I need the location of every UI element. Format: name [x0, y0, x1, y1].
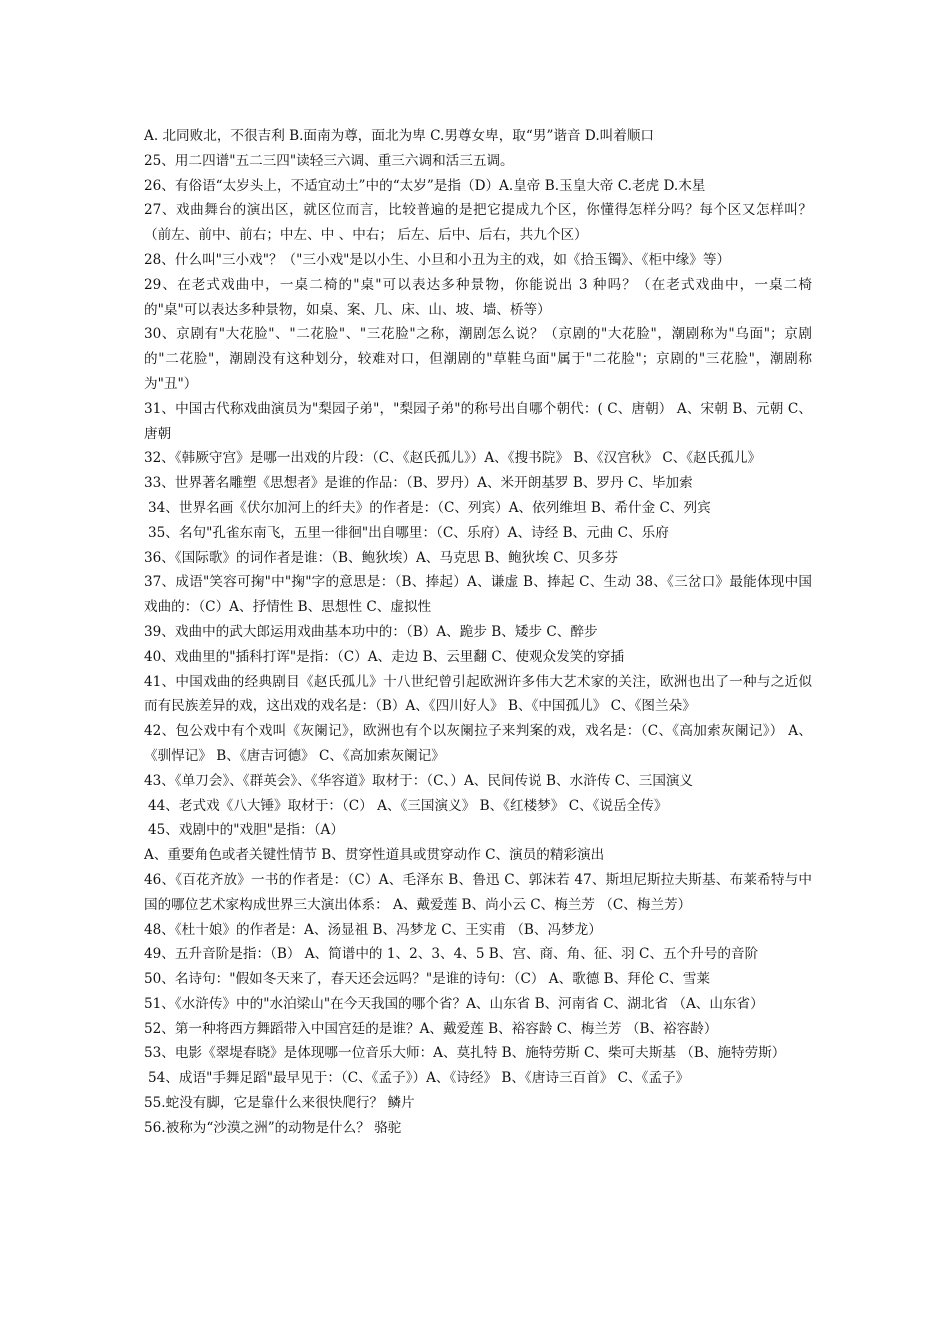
paragraph-2: 26、有俗语“太岁头上，不适宜动土”中的“太岁”是指（D）A.皇帝 B.玉皇大帝 C.老虎 D.木星: [144, 177, 706, 194]
paragraph-26: 51、《水浒传》中的"水泊梁山"在今天我国的哪个省？A、山东省 B、河南省 C、湖北省 （A、山东省）: [144, 995, 764, 1012]
paragraph-29: 54、成语"手舞足蹈"最早见于：（C、《孟子》）A、《诗经》 B、《唐诗三百首》 C、《孟子》: [148, 1070, 690, 1087]
paragraph-12: 36、《国际歌》的词作者是谁：（B、鲍狄埃）A、马克思 B、鲍狄埃 C、贝多芬: [144, 549, 618, 566]
paragraph-5: 29、在老式戏曲中，一桌二椅的"桌"可以表达多种景物，你能说出 3 种吗？（在老式戏曲中，一桌二椅的"桌"可以表达多种景物，如桌、案、几、床、山、坡、墙、桥等）: [144, 276, 812, 318]
document-page: [144, 124, 812, 1141]
paragraph-28: 53、电影《翠堤春晓》是体现哪一位音乐大师：A、莫扎特 B、施特劳斯 C、柴可夫斯基 （B、施特劳斯）: [144, 1045, 786, 1062]
paragraph-13: 37、成语"笑容可掬"中"掬"字的意思是：（B、捧起）A、谦虚 B、捧起 C、生动 38、《三岔口》最能体现中国戏曲的：（C）A、抒情性 B、思想性 C、虚拟性: [144, 574, 812, 616]
paragraph-0: A. 北同败北，不很吉利 B.面南为尊，面北为卑 C.男尊女卑，取“男”谐音 D.叫着顺口: [144, 128, 655, 144]
paragraph-24: 49、五升音阶是指：（B） A、简谱中的 1、2、3、4、5 B、宫、商、角、征、羽 C、五个升号的音阶: [144, 946, 759, 963]
paragraph-10: 34、世界名画《伏尔加河上的纤夫》的作者是：（C、列宾）A、依列维坦 B、希什金 C、列宾: [148, 499, 711, 516]
paragraph-20: 45、戏剧中的"戏胆"是指：（A）: [148, 822, 344, 839]
paragraph-25: 50、名诗句："假如冬天来了，春天还会远吗？"是谁的诗句：（C） A、歌德 B、拜伦 C、雪莱: [144, 971, 710, 988]
paragraph-18: 43、《单刀会》、《群英会》、《华容道》取材于：（C、）A、民间传说 B、水浒传 C、三国演义: [144, 772, 694, 789]
paragraph-4: 28、什么叫"三小戏"？（"三小戏"是以小生、小旦和小丑为主的戏，如《拾玉镯》、《柜中缘》等）: [144, 251, 731, 268]
paragraph-30: 55.蛇没有脚，它是靠什么来很快爬行？ 鳞片: [144, 1095, 415, 1112]
paragraph-31: 56.被称为“沙漠之洲”的动物是什么？ 骆驼: [144, 1119, 402, 1136]
paragraph-1: 25、用二四谱"五二三四"读轻三六调、重三六调和活三五调。: [144, 152, 514, 169]
paragraph-9: 33、世界著名雕塑《思想者》是谁的作品：（B、罗丹）A、米开朗基罗 B、罗丹 C、毕加索: [144, 475, 693, 492]
paragraph-14: 39、戏曲中的武大郎运用戏曲基本功中的：（B）A、跪步 B、矮步 C、醉步: [144, 623, 598, 640]
paragraph-6: 30、京剧有"大花脸"、"二花脸"、"三花脸"之称，潮剧怎么说？（京剧的"大花脸"，潮剧称为"乌面"；京剧的"二花脸"，潮剧没有这种划分，较难对口，但潮剧的"草鞋乌面"属于"二花脸"；京剧的"三花脸"，潮剧称为"丑"）: [144, 326, 812, 392]
paragraph-11: 35、名句"孔雀东南飞，五里一徘徊"出自哪里：（C、乐府）A、诗经 B、元曲 C、乐府: [148, 524, 669, 541]
paragraph-19: 44、老式戏《八大锤》取材于：（C） A、《三国演义》 B、《红楼梦》 C、《说岳全传》: [148, 797, 668, 814]
paragraph-27: 52、第一种将西方舞蹈带入中国宫廷的是谁？A、戴爱莲 B、裕容龄 C、梅兰芳 （B、裕容龄）: [144, 1020, 718, 1037]
paragraph-15: 40、戏曲里的"插科打诨"是指：（C）A、走边 B、云里翻 C、使观众发笑的穿插: [144, 648, 625, 665]
paragraph-23: 48、《杜十娘》的作者是：A、汤显祖 B、冯梦龙 C、王实甫 （B、冯梦龙）: [144, 921, 602, 938]
paragraph-22: 46、《百花齐放》一书的作者是：（C）A、毛泽东 B、鲁迅 C、郭沫若 47、斯坦尼斯拉夫斯基、布莱希特与中国的哪位艺术家构成世界三大演出体系： A、戴爱莲 B、尚小云 C、梅兰芳 （C、梅兰芳）: [144, 871, 812, 913]
paragraph-21: A、重要角色或者关键性情节 B、贯穿性道具或贯穿动作 C、演员的精彩演出: [144, 847, 605, 864]
paragraph-7: 31、中国古代称戏曲演员为"梨园子弟"，"梨园子弟"的称号出自哪个朝代：( C、唐朝） A、宋朝 B、元朝 C、唐朝: [144, 400, 812, 442]
paragraph-3: 27、戏曲舞台的演出区，就区位而言，比较普遍的是把它提成九个区，你懂得怎样分吗？每个区又怎样叫？（前左、前中、前右；中左、中 、中右； 后左、后中、后右，共九个区）: [144, 202, 812, 244]
paragraph-16: 41、中国戏曲的经典剧目《赵氏孤儿》十八世纪曾引起欧洲许多伟大艺术家的关注，欧洲也出了一种与之近似而有民族差异的戏，这出戏的戏名是：（B）A、《四川好人》 B、《中国孤儿》 C、《图兰朵》: [144, 673, 812, 715]
paragraph-17: 42、包公戏中有个戏叫《灰阑记》，欧洲也有个以灰阑拉子来判案的戏，戏名是：（C、《高加索灰阑记》） A、《驯悍记》 B、《唐吉诃德》 C、《高加索灰阑记》: [144, 723, 812, 764]
paragraph-8: 32、《韩厥守宫》是哪一出戏的片段：（C、《赵氏孤儿》）A、《搜书院》 B、《汉宫秋》 C、《赵氏孤儿》: [144, 450, 762, 467]
